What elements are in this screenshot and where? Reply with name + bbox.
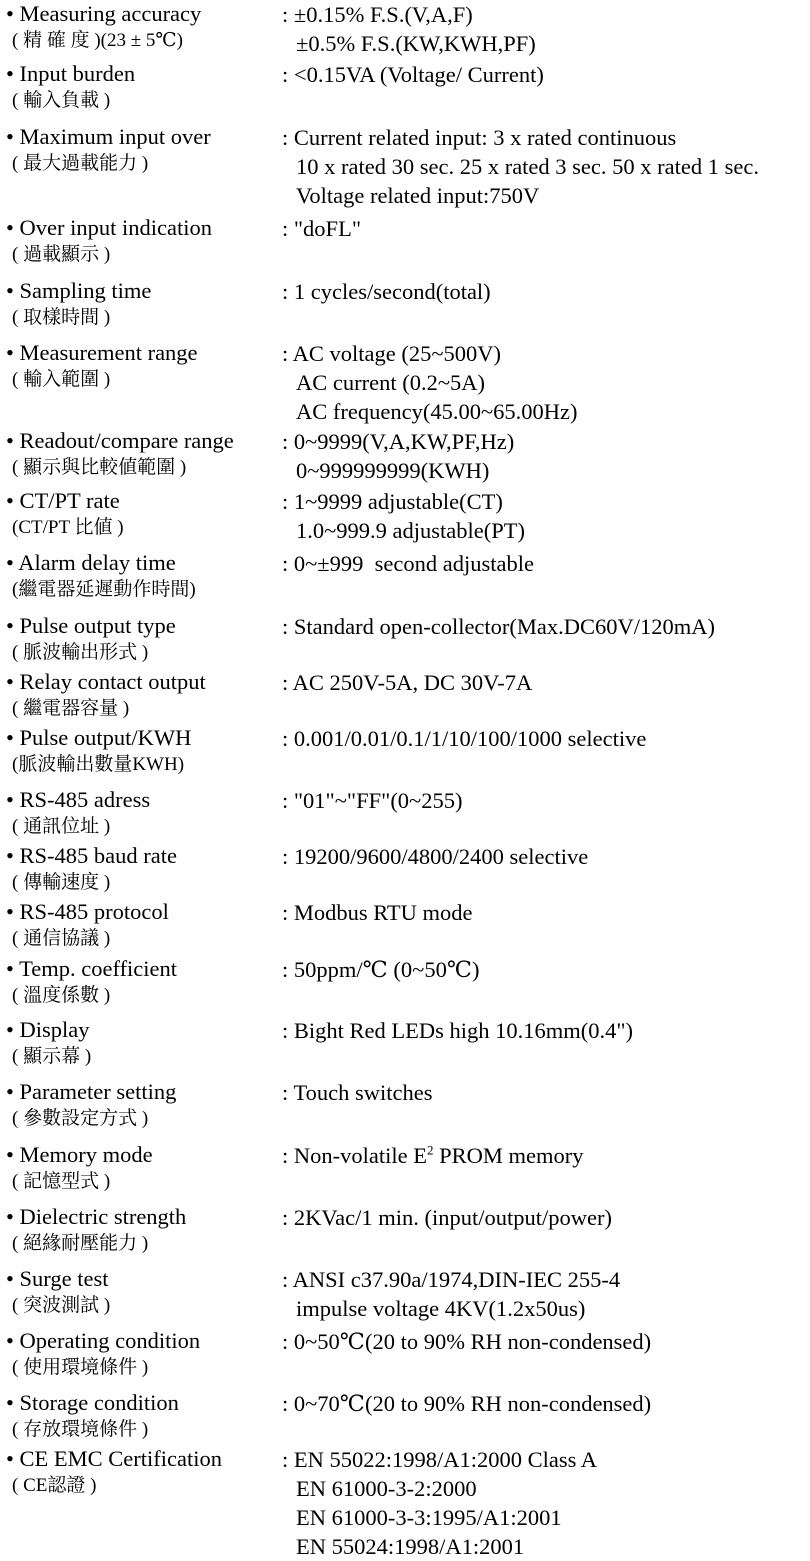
spec-label-zh: ( 通訊位址 ) bbox=[12, 816, 111, 837]
spec-label-group bbox=[6, 1016, 281, 1070]
spec-label-group bbox=[6, 277, 281, 331]
spec-label: • Memory mode bbox=[6, 1142, 153, 1167]
spec-label-zh: ( 溫度係數 ) bbox=[12, 985, 111, 1006]
spec-label: • Readout/compare range bbox=[6, 428, 234, 453]
spec-label: • Parameter setting bbox=[6, 1079, 177, 1104]
spec-value-line: EN 61000-3-2:2000 bbox=[296, 1476, 477, 1501]
spec-label: • Measurement range bbox=[6, 340, 198, 365]
spec-label-zh: ( 輸入負載 ) bbox=[12, 90, 111, 111]
spec-label-zh: ( 脈波輸出形式 ) bbox=[12, 642, 149, 663]
spec-value-line: : Standard open-collector(Max.DC60V/120mA) bbox=[282, 614, 716, 639]
spec-label-group bbox=[6, 427, 281, 481]
spec-value bbox=[282, 214, 810, 243]
spec-label: • Display bbox=[6, 1017, 90, 1042]
spec-value bbox=[282, 1265, 810, 1323]
spec-label: • Maximum input over bbox=[6, 124, 211, 149]
spec-value-line: impulse voltage 4KV(1.2x50us) bbox=[296, 1296, 586, 1321]
spec-value bbox=[282, 123, 810, 210]
spec-value bbox=[282, 339, 810, 426]
spec-label: • Input burden bbox=[6, 61, 136, 86]
spec-value bbox=[282, 955, 810, 984]
spec-value-line: AC frequency(45.00~65.00Hz) bbox=[296, 399, 578, 424]
spec-value bbox=[282, 668, 810, 697]
spec-label: • Sampling time bbox=[6, 278, 152, 303]
spec-value bbox=[282, 1141, 810, 1170]
spec-label-zh: ( 使用環境條件 ) bbox=[12, 1357, 149, 1378]
spec-label-group bbox=[6, 487, 281, 541]
spec-label-group bbox=[6, 955, 281, 1009]
spec-label-group bbox=[6, 549, 281, 603]
spec-label-zh: ( 絕緣耐壓能力 ) bbox=[12, 1233, 149, 1254]
spec-label: • Dielectric strength bbox=[6, 1204, 187, 1229]
spec-label: • RS-485 baud rate bbox=[6, 843, 177, 868]
spec-label-group bbox=[6, 898, 281, 952]
spec-value-line: : ANSI c37.90a/1974,DIN-IEC 255-4 bbox=[282, 1267, 621, 1292]
spec-label-zh: ( 存放環境條件 ) bbox=[12, 1419, 149, 1440]
spec-label: • Surge test bbox=[6, 1266, 109, 1291]
spec-value bbox=[282, 1203, 810, 1232]
spec-label-zh: (CT/PT 比値 ) bbox=[12, 517, 124, 538]
spec-value-line: Voltage related input:750V bbox=[296, 183, 540, 208]
spec-label-zh: ( 最大過載能力 ) bbox=[12, 153, 149, 174]
spec-value-line: : Current related input: 3 x rated continuous bbox=[282, 125, 677, 150]
spec-label-group bbox=[6, 1327, 281, 1381]
spec-label-zh: ( 輸入範圍 ) bbox=[12, 369, 111, 390]
spec-value-line: : 0~70℃(20 to 90% RH non-condensed) bbox=[282, 1391, 652, 1416]
spec-value bbox=[282, 1445, 810, 1561]
spec-label-zh: ( 參數設定方式 ) bbox=[12, 1108, 149, 1129]
spec-label-group bbox=[6, 1203, 281, 1257]
spec-label-group bbox=[6, 668, 281, 722]
spec-label-group bbox=[6, 1389, 281, 1443]
spec-label-group bbox=[6, 842, 281, 896]
spec-label: • CT/PT rate bbox=[6, 488, 120, 513]
spec-value bbox=[282, 1016, 810, 1045]
spec-label: • RS-485 adress bbox=[6, 787, 151, 812]
spec-value bbox=[282, 1078, 810, 1107]
spec-label: • Operating condition bbox=[6, 1328, 201, 1353]
spec-label-zh: ( 突波測試 ) bbox=[12, 1295, 111, 1316]
spec-value bbox=[282, 612, 810, 641]
spec-value-line: : 0~50℃(20 to 90% RH non-condensed) bbox=[282, 1329, 652, 1354]
spec-value-line: : AC voltage (25~500V) bbox=[282, 341, 502, 366]
spec-value bbox=[282, 427, 810, 485]
spec-value-line: 0~999999999(KWH) bbox=[296, 458, 490, 483]
spec-label-group bbox=[6, 612, 281, 666]
spec-value-line: : "doFL" bbox=[282, 216, 362, 241]
spec-value bbox=[282, 487, 810, 545]
spec-value-line: : 0.001/0.01/0.1/1/10/100/1000 selective bbox=[282, 726, 647, 751]
spec-value-line: ±0.5% F.S.(KW,KWH,PF) bbox=[296, 31, 536, 56]
spec-value-line: AC current (0.2~5A) bbox=[296, 370, 485, 395]
spec-value-line: : Touch switches bbox=[282, 1080, 433, 1105]
spec-value-line: : Bight Red LEDs high 10.16mm(0.4") bbox=[282, 1018, 634, 1043]
spec-value-line: : 0~±999 second adjustable bbox=[282, 551, 534, 576]
spec-value-line: : <0.15VA (Voltage/ Current) bbox=[282, 62, 544, 87]
spec-label-zh: ( 取樣時間 ) bbox=[12, 307, 111, 328]
spec-label-zh: ( 過載顯示 ) bbox=[12, 244, 111, 265]
spec-value-line: : 1 cycles/second(total) bbox=[282, 279, 491, 304]
spec-label: • Pulse output/KWH bbox=[6, 725, 192, 750]
spec-label-group bbox=[6, 1141, 281, 1195]
spec-label: • Alarm delay time bbox=[6, 550, 176, 575]
spec-value bbox=[282, 60, 810, 89]
spec-label-zh: ( 繼電器容量 ) bbox=[12, 698, 130, 719]
spec-value-line: EN 61000-3-3:1995/A1:2001 bbox=[296, 1505, 562, 1530]
spec-label-group bbox=[6, 60, 281, 114]
spec-value-text: : Non-volatile E bbox=[282, 1143, 427, 1168]
spec-label-zh: ( 記憶型式 ) bbox=[12, 1171, 111, 1192]
spec-value bbox=[282, 277, 810, 306]
spec-label: • Storage condition bbox=[6, 1390, 179, 1415]
superscript: 2 bbox=[426, 1142, 434, 1158]
spec-value-line: : AC 250V-5A, DC 30V-7A bbox=[282, 670, 533, 695]
spec-value-line: : 2KVac/1 min. (input/output/power) bbox=[282, 1205, 612, 1230]
spec-value-line: 10 x rated 30 sec. 25 x rated 3 sec. 50 x rated 1 sec. bbox=[296, 154, 759, 179]
spec-label: • CE EMC Certification bbox=[6, 1446, 222, 1471]
spec-value-line: : Modbus RTU mode bbox=[282, 900, 473, 925]
spec-label-zh: ( 精 確 度 )(23 ± 5℃) bbox=[12, 30, 183, 51]
spec-value-line: : 0~9999(V,A,KW,PF,Hz) bbox=[282, 429, 515, 454]
spec-value bbox=[282, 724, 810, 753]
spec-value bbox=[282, 786, 810, 815]
spec-value-line: EN 55024:1998/A1:2001 bbox=[296, 1534, 525, 1559]
spec-label-zh: ( 通信協議 ) bbox=[12, 928, 111, 949]
spec-value-line: : "01"~"FF"(0~255) bbox=[282, 788, 463, 813]
spec-label-zh: (脈波輸出數量KWH) bbox=[12, 754, 185, 775]
spec-value bbox=[282, 0, 810, 58]
spec-value-line: : 19200/9600/4800/2400 selective bbox=[282, 844, 589, 869]
spec-value bbox=[282, 898, 810, 927]
spec-label-group bbox=[6, 339, 281, 393]
spec-value-line: : EN 55022:1998/A1:2000 Class A bbox=[282, 1447, 598, 1472]
spec-label-zh: ( 傳輸速度 ) bbox=[12, 872, 111, 893]
spec-value-line: : 1~9999 adjustable(CT) bbox=[282, 489, 503, 514]
spec-label: • Over input indication bbox=[6, 215, 212, 240]
spec-value bbox=[282, 549, 810, 578]
spec-label: • Measuring accuracy bbox=[6, 1, 202, 26]
spec-label: • RS-485 protocol bbox=[6, 899, 169, 924]
spec-label-group bbox=[6, 123, 281, 177]
spec-label-group bbox=[6, 1078, 281, 1132]
spec-label-group bbox=[6, 1445, 281, 1499]
spec-label-zh: (繼電器延遲動作時間) bbox=[12, 579, 196, 600]
spec-value-text: PROM memory bbox=[433, 1143, 584, 1168]
spec-label-group bbox=[6, 214, 281, 268]
spec-value-line: : ±0.15% F.S.(V,A,F) bbox=[282, 2, 473, 27]
spec-value-line: : 50ppm/℃ (0~50℃) bbox=[282, 957, 480, 982]
spec-label: • Temp. coefficient bbox=[6, 956, 178, 981]
spec-value bbox=[282, 842, 810, 871]
spec-label: • Pulse output type bbox=[6, 613, 176, 638]
spec-value bbox=[282, 1389, 810, 1418]
spec-label: • Relay contact output bbox=[6, 669, 206, 694]
spec-label-group bbox=[6, 724, 281, 778]
spec-value-line bbox=[282, 1141, 810, 1170]
spec-value-line: 1.0~999.9 adjustable(PT) bbox=[296, 518, 526, 543]
spec-value bbox=[282, 1327, 810, 1356]
spec-label-group bbox=[6, 0, 281, 54]
spec-label-zh: ( 顯示與比較値範圍 ) bbox=[12, 457, 187, 478]
spec-label-group bbox=[6, 786, 281, 840]
spec-label-zh: ( CE認證 ) bbox=[12, 1475, 97, 1496]
spec-label-group bbox=[6, 1265, 281, 1319]
spec-label-zh: ( 顯示幕 ) bbox=[12, 1046, 92, 1067]
